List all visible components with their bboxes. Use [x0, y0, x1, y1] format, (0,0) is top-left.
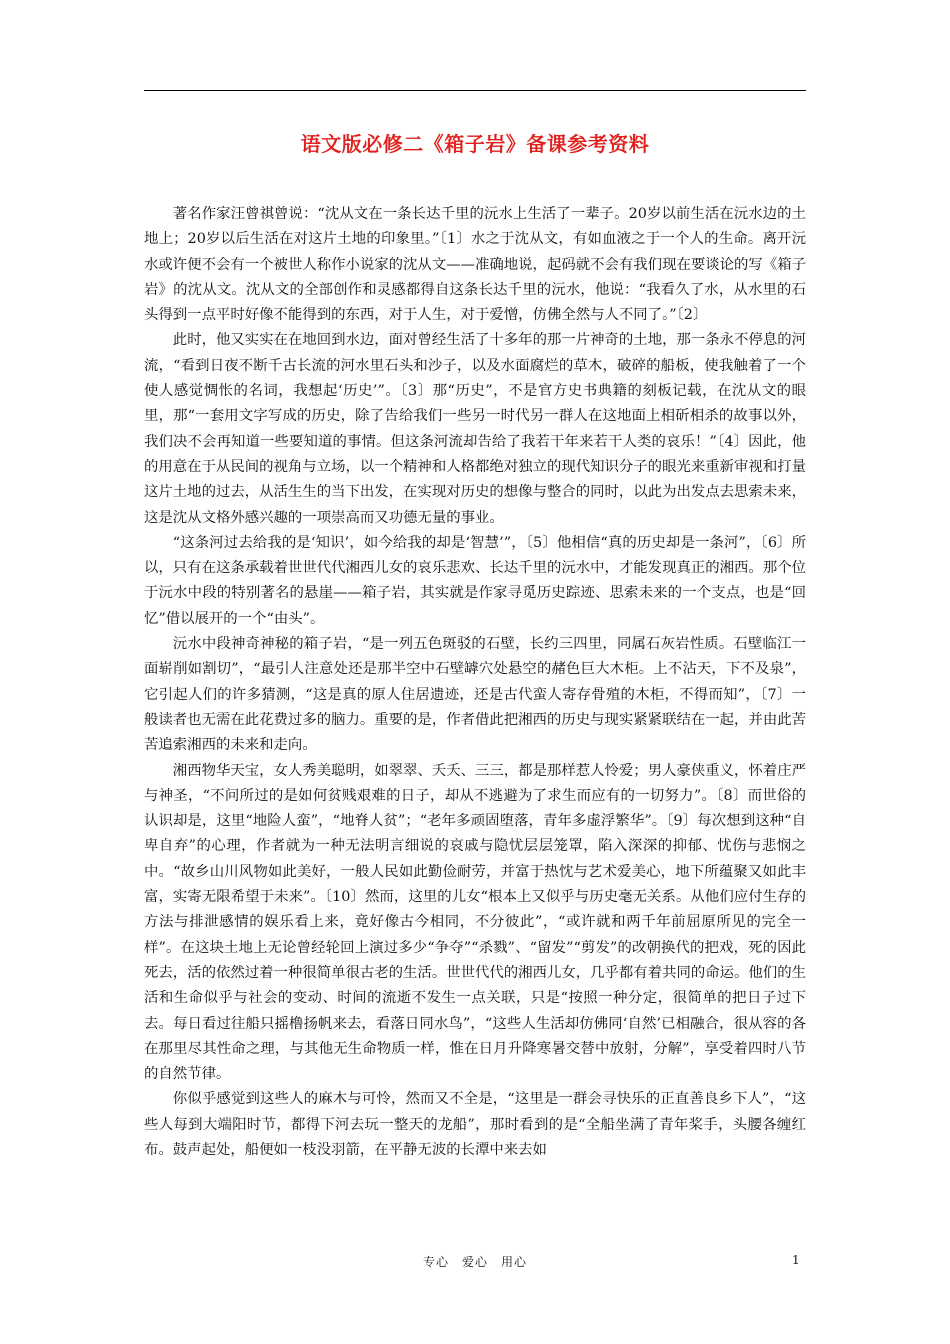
page-number: 1: [792, 1253, 800, 1267]
paragraph-1: 著名作家汪曾祺曾说：“沈从文在一条长达千里的沅水上生活了一辈子。20岁以前生活在沅水边的土地上；20岁以后生活在对这片土地的印象里。”〔1〕水之于沈从文，有如血液之于一个人的生命。离开沅水或许便不会有一个被世人称作小说家的沈从文——准确地说，起码就不会有我们现在要谈论的写《箱子岩》的沈从文。沈从文的全部创作和灵感都得自这条长达千里的沅水，他说：“我看久了水，从水里的石头得到一点平时好像不能得到的东西，对于人生，对于爱憎，仿佛全然与人不同了。”〔2〕: [144, 206, 806, 324]
document-body: [144, 202, 806, 1163]
footer-motto: 专心 爱心 用心: [422, 1255, 527, 1269]
paragraph-5: 湘西物华天宝，女人秀美聪明，如翠翠、夭夭、三三，都是那样惹人怜爱；男人豪侠重义，怀着庄严与神圣，“不问所过的是如何贫贱艰难的日子，却从不逃避为了求生而应有的一切努力”。〔8〕而世俗的认识却是，这里“地险人蛮”，“地脊人贫”；“老年多顽固堕落，青年多虚浮繁华”。〔9〕每次想到这种“自卑自弃”的心理，作者就为一种无法明言细说的哀戚与隐忧层层笼罩，陷入深深的抑郁、忧伤与悲悯之中。“故乡山川风物如此美好，一般人民如此勤俭耐劳，并富于热忱与艺术爱美心，地下所蕴聚又如此丰富，实寄无限希望于未来”。〔10〕然而，这里的儿女“根本上又似乎与历史毫无关系。从他们应付生存的方法与排泄感情的娱乐看上来，竟好像古今相同，不分彼此”，“或许就和两千年前屈原所见的完全一样”。在这块土地上无论曾经轮回上演过多少“争夺”“杀戮”、“留发”“剪发”的改朝换代的把戏，死的因此死去，活的依然过着一种很简单很古老的生活。世世代代的湘西儿女，几乎都有着共同的命运。他们的生活和生命似乎与社会的变动、时间的流逝不发生一点关联，只是“按照一种分定，很简单的把日子过下去。每日看过往船只摇橹扬帆来去，看落日同水鸟”，“这些人生活却仿佛同‘自然’已相融合，很从容的各在那里尽其性命之理，与其他无生命物质一样，惟在日月升降寒暑交替中放射，分解”，享受着四时八节的自然节律。: [144, 762, 806, 1083]
paragraph-4: 沅水中段神奇神秘的箱子岩，“是一列五色斑驳的石壁，长约三四里，同属石灰岩性质。石壁临江一面崭削如割切”，“最引人注意处还是那半空中石壁罅穴处悬空的赭色巨大木柜。上不沾天，下不及泉”，它引起人们的许多猜测，“这是真的原人住居遗迹，还是古代蛮人寄存骨殖的木柜，不得而知”，〔7〕一般读者也无需在此花费过多的脑力。重要的是，作者借此把湘西的历史与现实紧紧联结在一起，并由此苦苦追索湘西的未来和走向。: [144, 636, 806, 754]
paragraph-3: “这条河过去给我的是‘知识’，如今给我的却是‘智慧’”，〔5〕他相信“真的历史却是一条河”，〔6〕所以，只有在这条承载着世世代代湘西儿女的哀乐悲欢、长达千里的沅水中，才能发现真正的湘西。那个位于沅水中段的特别著名的悬崖——箱子岩，其实就是作家寻觅历史踪迹、思索未来的一个支点，也是“回忆”借以展开的一个“由头”。: [144, 534, 806, 627]
document-title: 语文版必修二《箱子岩》备课参考资料: [300, 132, 650, 156]
paragraph-6: 你似乎感觉到这些人的麻木与可怜，然而又不全是，“这里是一群会寻快乐的正直善良乡下人”，“这些人每到大端阳时节，都得下河去玩一整天的龙船”，那时看到的是“全船坐满了青年桨手，头腰各缠红布。鼓声起处，船便如一枝没羽箭，在平静无波的长潭中来去如: [144, 1091, 806, 1158]
paragraph-2: 此时，他又实实在在地回到水边，面对曾经生活了十多年的那一片神奇的土地，那一条永不停息的河流，“看到日夜不断千古长流的河水里石头和沙子，以及水面腐烂的草木，破碎的船板，使我触着了一个使人感觉惆怅的名词，我想起‘历史’”。〔3〕那“历史”，不是官方史书典籍的刻板记载，在沈从文的眼里，那“一套用文字写成的历史，除了告给我们一些另一时代另一群人在这地面上相斫相杀的故事以外，我们决不会再知道一些要知道的事情。但这条河流却告给了我若干年来若干人类的哀乐！”〔4〕因此，他的用意在于从民间的视角与立场，以一个精神和人格都绝对独立的现代知识分子的眼光来重新审视和打量这片土地的过去，从活生生的当下出发，在实现对历史的想像与整合的同时，以此为出发点去思索未来，这是沈从文格外感兴趣的一项崇高而又功德无量的事业。: [144, 332, 806, 526]
header-rule: [144, 90, 806, 91]
